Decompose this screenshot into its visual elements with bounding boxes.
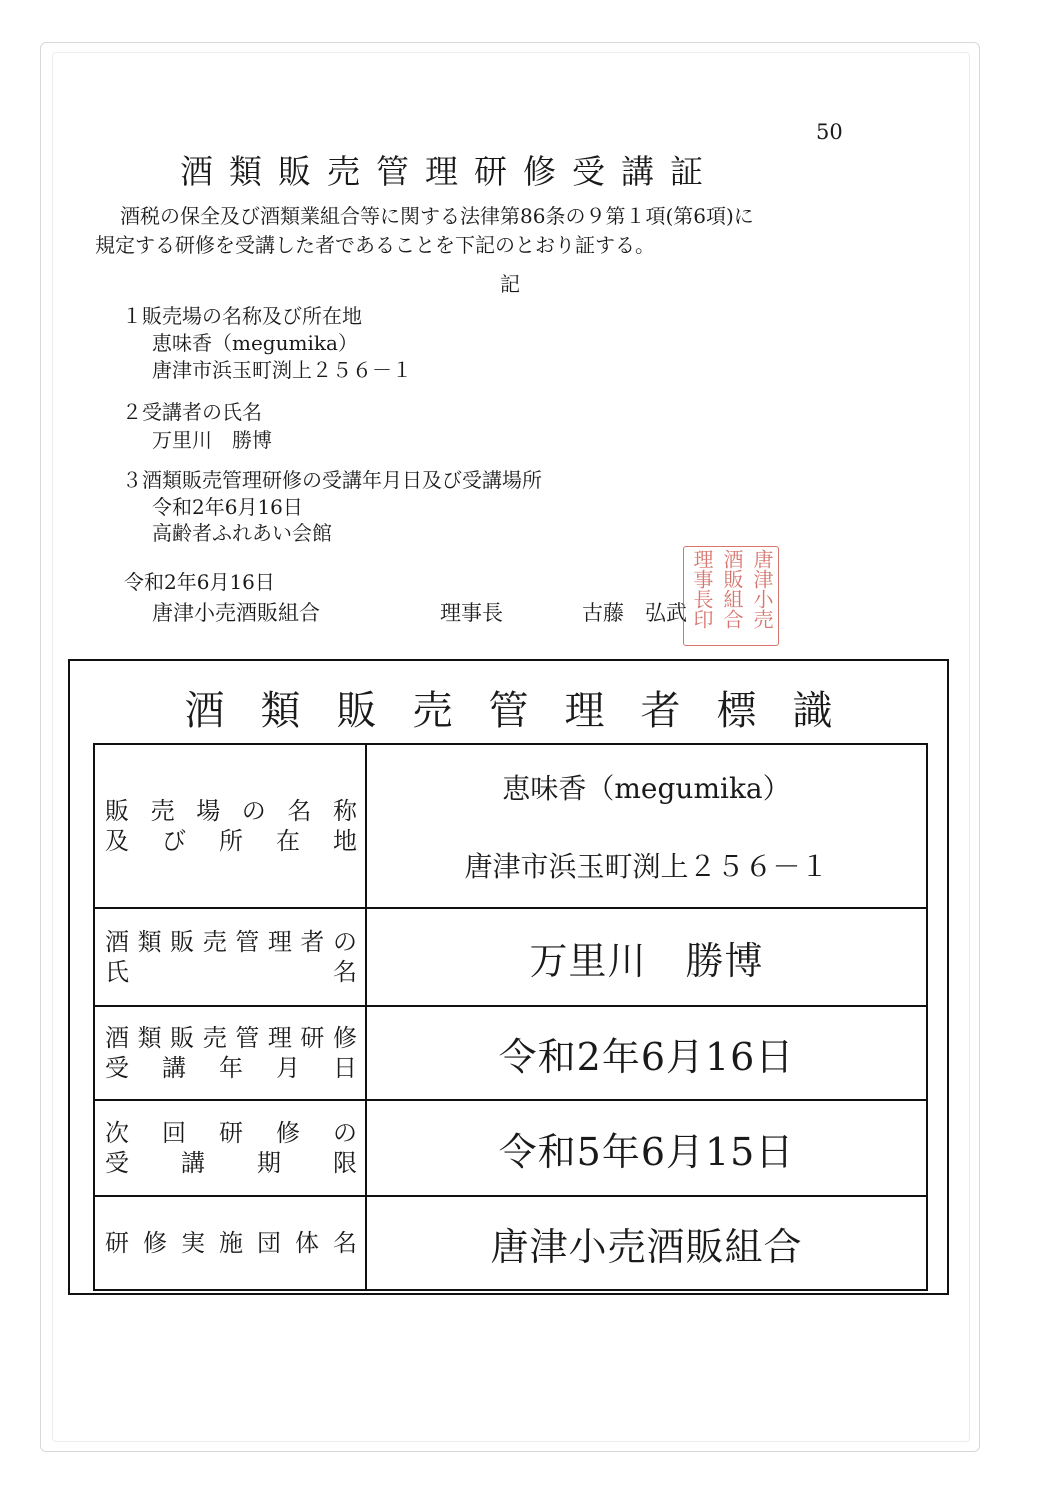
table-row	[94, 744, 927, 908]
label-line	[95, 927, 365, 957]
label-char: 理	[267, 928, 292, 956]
label-char: 管	[235, 928, 260, 956]
table-row	[94, 1100, 927, 1196]
label-char: 販	[170, 1024, 195, 1052]
item1-heading: １販売場の名称及び所在地	[122, 304, 362, 328]
label-line	[95, 826, 365, 856]
label-char: 研	[105, 1229, 129, 1257]
table-row	[94, 1006, 927, 1100]
label-char: 及	[105, 827, 129, 855]
certificate-title: 酒類販売管理研修受講証	[180, 152, 719, 191]
label-char: 理	[267, 1024, 292, 1052]
label-cell	[94, 744, 366, 908]
item1-address: 唐津市浜玉町渕上２５６－１	[152, 358, 412, 382]
label-char: 研	[300, 1024, 325, 1052]
manager-name-value: 万里川 勝博	[529, 938, 764, 983]
label-char: 所	[219, 827, 243, 855]
label-char: 名	[333, 958, 357, 986]
label-char: 酒	[105, 928, 129, 956]
label-char: 地	[333, 827, 357, 855]
label-char: 名	[287, 797, 312, 825]
label-char: 講	[162, 1054, 186, 1082]
sign-title: 酒類販売管理者標識	[184, 688, 869, 734]
item2-heading: ２受講者の氏名	[122, 400, 262, 424]
label-char: 研	[219, 1119, 243, 1147]
training-organization-value: 唐津小売酒販組合	[490, 1224, 803, 1269]
label-cell	[94, 1196, 366, 1290]
label-char: の	[333, 1119, 357, 1147]
sales-manager-sign-board	[68, 659, 949, 1295]
label-char: 氏	[105, 958, 129, 986]
label-char: 売	[202, 1024, 227, 1052]
label-char: 売	[202, 928, 227, 956]
label-char: 団	[257, 1229, 281, 1257]
certificate-intro-line-2: 規定する研修を受講した者であることを下記のとおり証する。	[95, 233, 655, 257]
issuer-name: 古藤 弘武	[582, 601, 687, 625]
training-date-value: 令和2年6月16日	[498, 1034, 795, 1079]
value-cell	[366, 1100, 927, 1196]
next-training-deadline-value: 令和5年6月15日	[498, 1129, 795, 1174]
issuer-organization: 唐津小売酒販組合	[152, 601, 320, 625]
label-char: 年	[219, 1054, 243, 1082]
label-char: 名	[333, 1229, 357, 1257]
label-cell	[94, 1100, 366, 1196]
label-char: 修	[143, 1229, 167, 1257]
label-char: 回	[162, 1119, 186, 1147]
label-char: 施	[219, 1229, 243, 1257]
value-cell	[366, 1196, 927, 1290]
page-number: 50	[816, 120, 843, 144]
label-char: 管	[235, 1024, 260, 1052]
item2-attendee-name: 万里川 勝博	[152, 428, 272, 452]
label-line	[95, 957, 365, 987]
label-char: 講	[181, 1149, 205, 1177]
label-line	[95, 1228, 365, 1258]
label-char: 販	[105, 797, 129, 825]
label-char: 場	[196, 797, 221, 825]
label-char: 実	[181, 1229, 205, 1257]
issue-date: 令和2年6月16日	[124, 570, 275, 594]
label-line	[95, 1148, 365, 1178]
label-line	[95, 796, 365, 826]
label-char: 体	[295, 1229, 319, 1257]
sign-info-table	[93, 743, 928, 1291]
label-char: 在	[276, 827, 300, 855]
label-line	[95, 1118, 365, 1148]
label-char: 月	[276, 1054, 300, 1082]
label-char: 者	[300, 928, 325, 956]
label-char: 酒	[105, 1024, 129, 1052]
item3-place: 高齢者ふれあい会館	[152, 521, 332, 545]
label-char: 修	[276, 1119, 300, 1147]
value-cell	[366, 908, 927, 1006]
label-char: 受	[105, 1054, 129, 1082]
label-char: び	[162, 827, 186, 855]
shop-name-value: 恵味香（megumika）	[502, 772, 791, 805]
value-cell	[366, 744, 927, 908]
label-char: の	[241, 797, 266, 825]
label-line	[95, 1053, 365, 1083]
label-line	[95, 1023, 365, 1053]
item3-heading: ３酒類販売管理研修の受講年月日及び受講場所	[122, 468, 542, 492]
label-cell	[94, 908, 366, 1006]
label-char: 受	[105, 1149, 129, 1177]
label-char: の	[332, 928, 357, 956]
label-char: 限	[333, 1149, 357, 1177]
table-row	[94, 908, 927, 1006]
label-char: 販	[170, 928, 195, 956]
label-char: 日	[333, 1054, 357, 1082]
table-row	[94, 1196, 927, 1290]
label-char: 類	[137, 1024, 162, 1052]
label-char: 次	[105, 1119, 129, 1147]
shop-address-value: 唐津市浜玉町渕上２５６－１	[464, 850, 829, 883]
official-seal-stamp: 唐津小売 酒販組合 理事長印	[683, 546, 779, 646]
item1-shop-name: 恵味香（megumika）	[152, 331, 358, 355]
label-char: 修	[332, 1024, 357, 1052]
label-char: 類	[137, 928, 162, 956]
certificate-intro-line-1: 酒税の保全及び酒類業組合等に関する法律第86条の９第１項(第6項)に	[120, 204, 754, 228]
label-char: 称	[332, 797, 357, 825]
label-cell	[94, 1006, 366, 1100]
label-char: 売	[150, 797, 175, 825]
label-char: 期	[257, 1149, 281, 1177]
value-cell	[366, 1006, 927, 1100]
item3-date: 令和2年6月16日	[152, 495, 303, 519]
issuer-role: 理事長	[440, 601, 503, 625]
ki-heading: 記	[500, 272, 520, 296]
